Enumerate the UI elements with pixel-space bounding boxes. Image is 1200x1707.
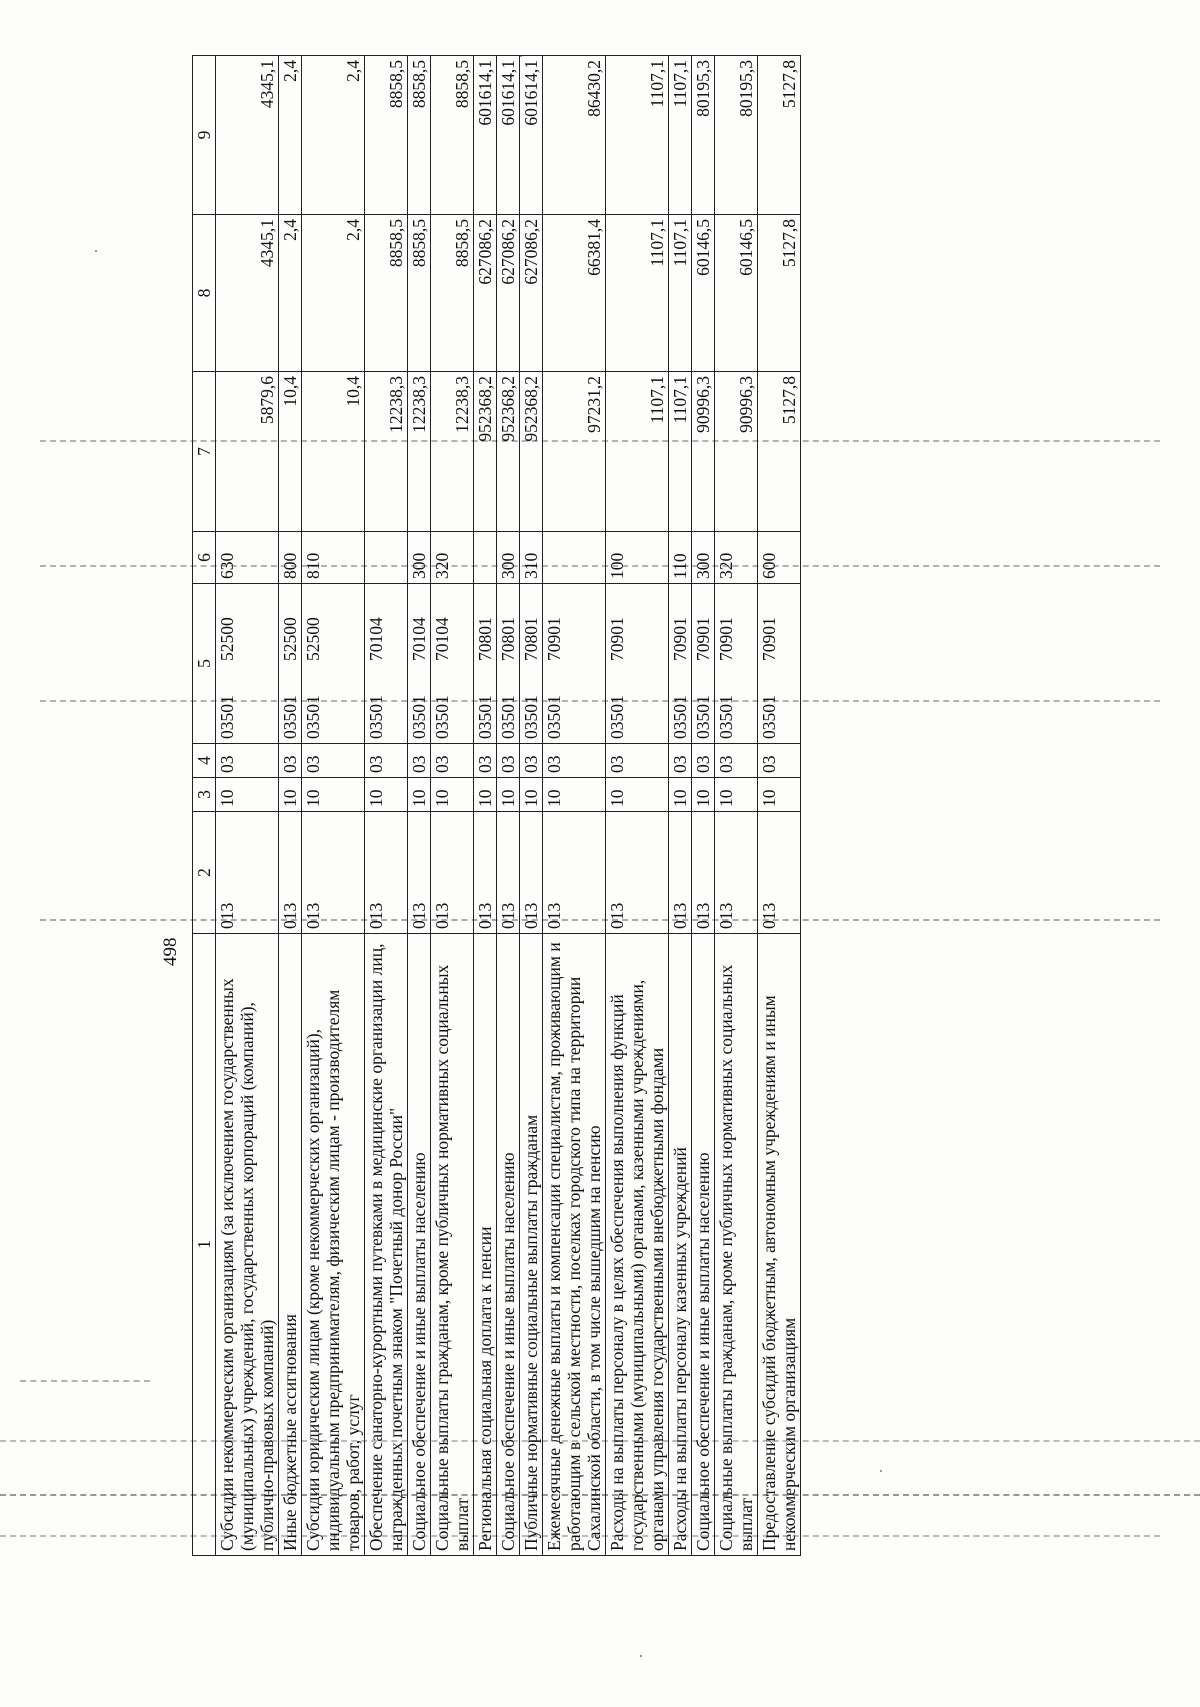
ministry-code: 013 [279,812,302,934]
col-header: 7 [193,372,216,532]
amount-year-3: 1107,1 [606,56,669,215]
section-code: 10 [365,778,408,812]
direction-code: 52500 [280,617,300,661]
table-row [408,56,431,1556]
expense-type-code: 110 [669,532,692,584]
ministry-code: 013 [669,812,692,934]
budget-table [192,55,801,1556]
amount-year-3: 1107,1 [669,56,692,215]
direction-code: 70901 [607,617,627,661]
direction-code: 70104 [409,617,429,661]
subsection-code: 03 [408,744,431,778]
rotated-table-area [150,56,1090,1556]
direction-code: 70801 [521,617,541,661]
expense-type-code: 100 [606,532,669,584]
row-name: Социальные выплаты гражданам, кроме публичных нормативных социальных выплат [431,934,474,1556]
subsection-code: 03 [715,744,758,778]
program-code: 03501 [303,695,323,739]
program-code: 03501 [544,695,564,739]
direction-code: 70901 [759,617,779,661]
target-article [302,584,365,744]
expense-type-code: 300 [692,532,715,584]
table-row [543,56,606,1556]
amount-year-3: 80195,3 [715,56,758,215]
table-row [279,56,302,1556]
amount-year-2: 1107,1 [669,215,692,372]
amount-year-2: 8858,5 [365,215,408,372]
target-article [758,584,801,744]
expense-type-code: 320 [715,532,758,584]
amount-year-2: 8858,5 [408,215,431,372]
section-code: 10 [497,778,520,812]
expense-type-code [474,532,497,584]
row-name: Социальное обеспечение и иные выплаты населению [408,934,431,1556]
table-row [692,56,715,1556]
target-article [497,584,520,744]
row-name: Обеспечение санаторно-курортными путевками в медицинские организации лиц, награжденных почетным знаком "Почетный донор России" [365,934,408,1556]
subsection-code: 03 [474,744,497,778]
subsection-code: 03 [692,744,715,778]
row-name: Социальное обеспечение и иные выплаты населению [497,934,520,1556]
col-header: 6 [193,532,216,584]
section-code: 10 [302,778,365,812]
amount-year-3: 601614,1 [474,56,497,215]
ministry-code: 013 [520,812,543,934]
expense-type-code: 300 [497,532,520,584]
amount-year-1: 90996,3 [715,372,758,532]
target-article [279,584,302,744]
amount-year-2: 627086,2 [520,215,543,372]
amount-year-3: 86430,2 [543,56,606,215]
amount-year-3: 80195,3 [692,56,715,215]
target-article [216,584,279,744]
col-header: 3 [193,778,216,812]
section-code: 10 [715,778,758,812]
program-code: 03501 [759,695,779,739]
ministry-code: 013 [302,812,365,934]
table-row [365,56,408,1556]
ministry-code: 013 [497,812,520,934]
expense-type-code: 600 [758,532,801,584]
ministry-code: 013 [692,812,715,934]
direction-code: 70801 [475,617,495,661]
ministry-code: 013 [216,812,279,934]
header-row [193,56,216,1556]
subsection-code: 03 [497,744,520,778]
amount-year-3: 8858,5 [431,56,474,215]
row-name: Социальное обеспечение и иные выплаты населению [692,934,715,1556]
direction-code: 70104 [432,617,452,661]
amount-year-3: 4345,1 [216,56,279,215]
amount-year-2: 4345,1 [216,215,279,372]
program-code: 03501 [716,695,736,739]
row-name: Ежемесячные денежные выплаты и компенсации специалистам, проживающим и работающим в сельской местности, поселках городского типа на территории Сахалинской области, в том числе вышедшим на пенсию [543,934,606,1556]
subsection-code: 03 [543,744,606,778]
amount-year-2: 2,4 [279,215,302,372]
section-code: 10 [606,778,669,812]
amount-year-1: 12238,3 [365,372,408,532]
row-name: Расходы на выплаты персоналу казенных учреждений [669,934,692,1556]
amount-year-3: 601614,1 [520,56,543,215]
expense-type-code: 320 [431,532,474,584]
section-code: 10 [216,778,279,812]
ministry-code: 013 [408,812,431,934]
direction-code: 70901 [716,617,736,661]
amount-year-1: 90996,3 [692,372,715,532]
amount-year-3: 5127,8 [758,56,801,215]
section-code: 10 [279,778,302,812]
amount-year-1: 952368,2 [474,372,497,532]
row-name: Региональная социальная доплата к пенсии [474,934,497,1556]
program-code: 03501 [693,695,713,739]
ministry-code: 013 [474,812,497,934]
amount-year-2: 2,4 [302,215,365,372]
section-code: 10 [692,778,715,812]
section-code: 10 [431,778,474,812]
subsection-code: 03 [279,744,302,778]
amount-year-1: 952368,2 [520,372,543,532]
table-body [216,56,801,1556]
amount-year-2: 627086,2 [497,215,520,372]
row-name: Расходы на выплаты персоналу в целях обеспечения выполнения функций государственными (муниципальными) органами, казенными учреждениями, органами управления государственными внебюджетными фондами [606,934,669,1556]
section-code: 10 [669,778,692,812]
expense-type-code: 630 [216,532,279,584]
col-header: 9 [193,56,216,215]
amount-year-1: 5127,8 [758,372,801,532]
program-code: 03501 [409,695,429,739]
subsection-code: 03 [758,744,801,778]
ministry-code: 013 [543,812,606,934]
target-article [606,584,669,744]
amount-year-1: 97231,2 [543,372,606,532]
target-article [669,584,692,744]
program-code: 03501 [366,695,386,739]
ministry-code: 013 [606,812,669,934]
subsection-code: 03 [216,744,279,778]
row-name: Субсидии юридическим лицам (кроме некоммерческих организаций), индивидуальным предпринимателям, физическим лицам - производителям товаров, работ, услуг [302,934,365,1556]
direction-code: 52500 [217,617,237,661]
subsection-code: 03 [431,744,474,778]
table-row [715,56,758,1556]
col-header: 4 [193,744,216,778]
expense-type-code [543,532,606,584]
row-name: Социальные выплаты гражданам, кроме публичных нормативных социальных выплат [715,934,758,1556]
target-article [431,584,474,744]
table-row [302,56,365,1556]
scan-speck [95,250,97,252]
subsection-code: 03 [606,744,669,778]
row-name: Иные бюджетные ассигнования [279,934,302,1556]
target-article [692,584,715,744]
expense-type-code: 810 [302,532,365,584]
ministry-code: 013 [365,812,408,934]
row-name: Публичные нормативные социальные выплаты гражданам [520,934,543,1556]
table-row [497,56,520,1556]
subsection-code: 03 [302,744,365,778]
target-article [520,584,543,744]
amount-year-1: 5879,6 [216,372,279,532]
direction-code: 70901 [544,617,564,661]
col-header: 5 [193,584,216,744]
col-header: 8 [193,215,216,372]
col-header: 2 [193,812,216,934]
amount-year-2: 60146,5 [692,215,715,372]
table-row [431,56,474,1556]
expense-type-code: 310 [520,532,543,584]
section-code: 10 [408,778,431,812]
ministry-code: 013 [431,812,474,934]
amount-year-1: 10,4 [302,372,365,532]
amount-year-3: 2,4 [279,56,302,215]
amount-year-2: 8858,5 [431,215,474,372]
amount-year-1: 1107,1 [669,372,692,532]
amount-year-2: 60146,5 [715,215,758,372]
target-article [365,584,408,744]
amount-year-3: 601614,1 [497,56,520,215]
ministry-code: 013 [758,812,801,934]
target-article [474,584,497,744]
table-row [669,56,692,1556]
subsection-code: 03 [669,744,692,778]
amount-year-1: 10,4 [279,372,302,532]
amount-year-3: 8858,5 [365,56,408,215]
amount-year-3: 2,4 [302,56,365,215]
section-code: 10 [520,778,543,812]
expense-type-code: 300 [408,532,431,584]
program-code: 03501 [498,695,518,739]
table-row [474,56,497,1556]
program-code: 03501 [280,695,300,739]
direction-code: 70801 [498,617,518,661]
page-number: 498 [160,937,181,966]
amount-year-1: 1107,1 [606,372,669,532]
program-code: 03501 [670,695,690,739]
target-article [543,584,606,744]
ministry-code: 013 [715,812,758,934]
target-article [715,584,758,744]
amount-year-3: 8858,5 [408,56,431,215]
row-name: Субсидии некоммерческим организациям (за исключением государственных (муниципальных) учреждений, государственных корпораций (компаний), публично-правовых компаний) [216,934,279,1556]
amount-year-2: 66381,4 [543,215,606,372]
amount-year-2: 1107,1 [606,215,669,372]
scan-speck [640,1655,642,1657]
section-code: 10 [474,778,497,812]
table-row [758,56,801,1556]
subsection-code: 03 [365,744,408,778]
direction-code: 70901 [693,617,713,661]
target-article [408,584,431,744]
amount-year-1: 952368,2 [497,372,520,532]
direction-code: 70901 [670,617,690,661]
direction-code: 70104 [366,617,386,661]
amount-year-2: 627086,2 [474,215,497,372]
program-code: 03501 [475,695,495,739]
scan-artefact-line [20,1380,150,1382]
program-code: 03501 [432,695,452,739]
section-code: 10 [758,778,801,812]
table-row [216,56,279,1556]
col-header: 1 [193,934,216,1556]
section-code: 10 [543,778,606,812]
amount-year-2: 5127,8 [758,215,801,372]
direction-code: 52500 [303,617,323,661]
subsection-code: 03 [520,744,543,778]
amount-year-1: 12238,3 [431,372,474,532]
program-code: 03501 [607,695,627,739]
expense-type-code [365,532,408,584]
program-code: 03501 [521,695,541,739]
table-row [606,56,669,1556]
expense-type-code: 800 [279,532,302,584]
table-row [520,56,543,1556]
program-code: 03501 [217,695,237,739]
row-name: Предоставление субсидий бюджетным, автономным учреждениям и иным некоммерческим организациям [758,934,801,1556]
amount-year-1: 12238,3 [408,372,431,532]
